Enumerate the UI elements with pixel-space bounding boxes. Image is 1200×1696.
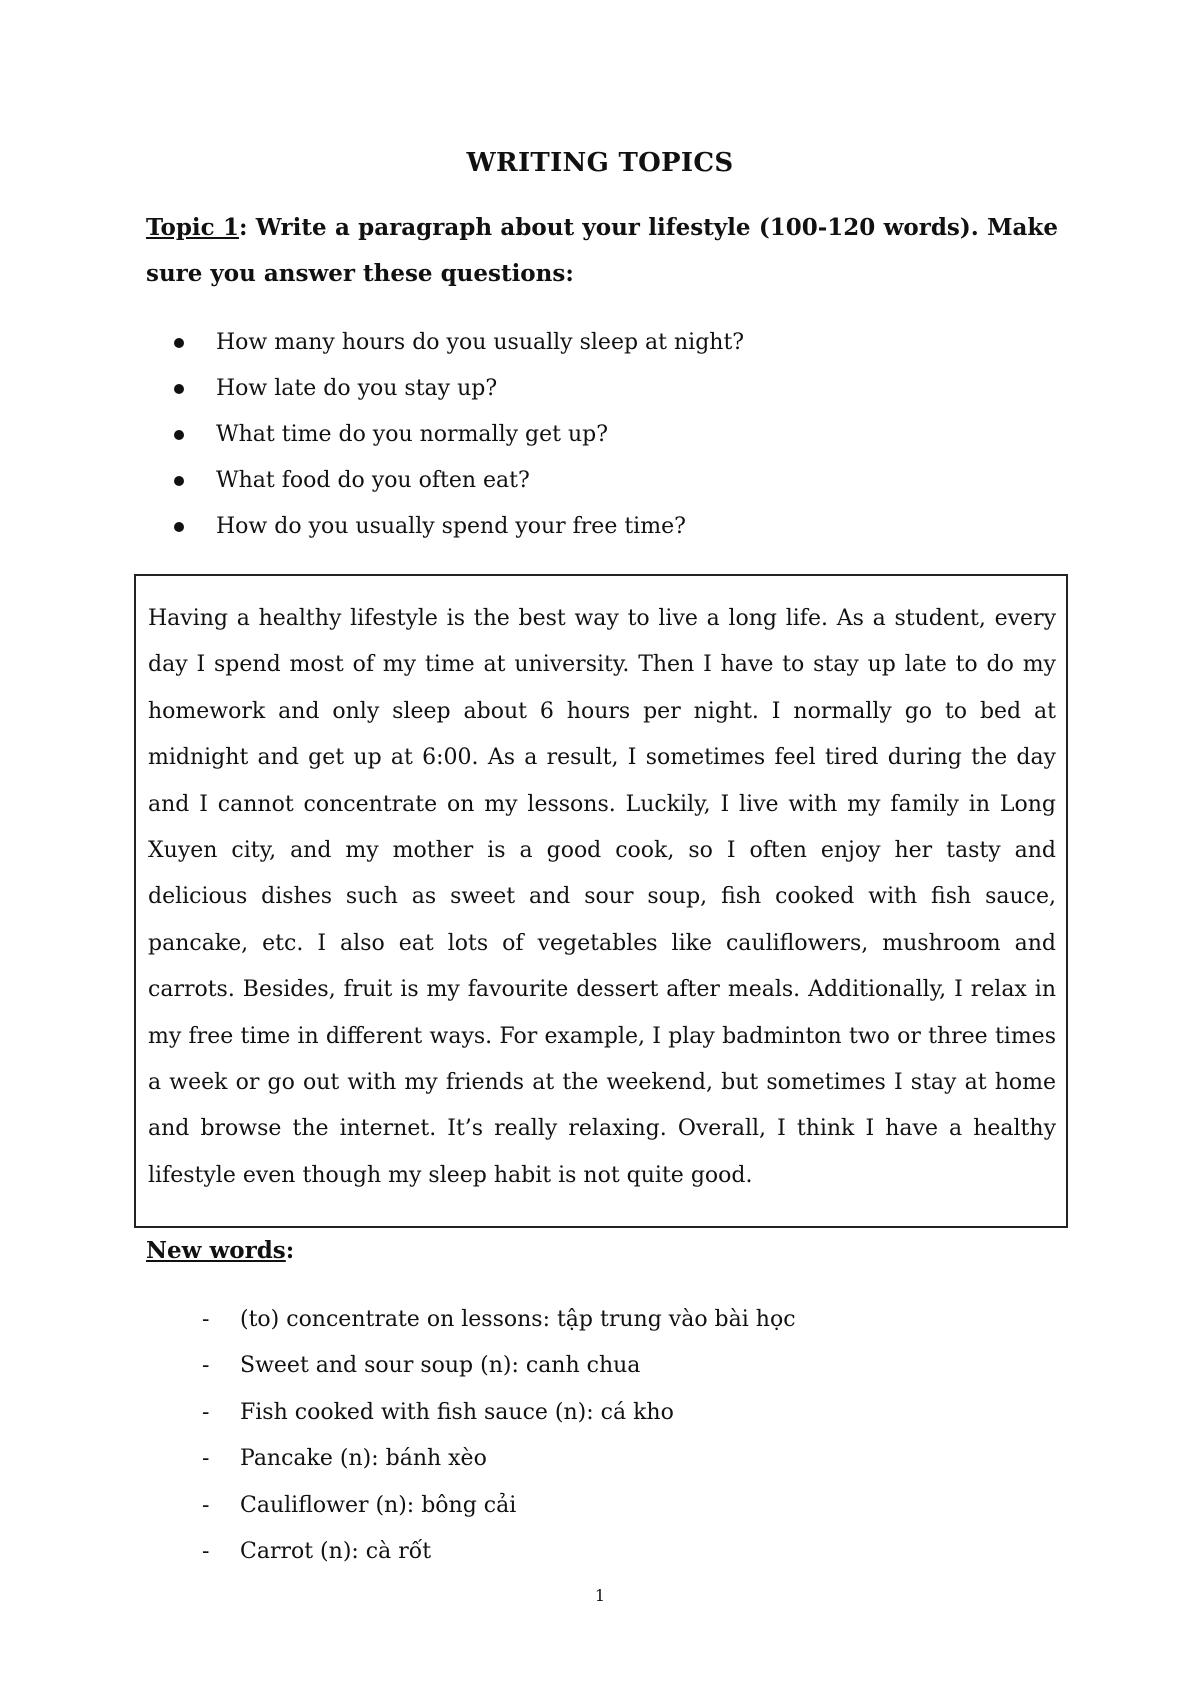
vocabulary-text: (to) concentrate on lessons: tập trung vào bài học <box>240 1307 796 1332</box>
vocabulary-text: Pancake (n): bánh xèo <box>240 1446 487 1472</box>
vocabulary-text: Sweet and sour soup (n): canh chua <box>240 1353 641 1379</box>
essay-box <box>134 574 1068 1228</box>
dash-marker: - <box>202 1307 210 1332</box>
dash-marker: - <box>202 1538 210 1564</box>
topic-heading <box>146 205 1058 297</box>
vocabulary-text: Fish cooked with fish sauce (n): cá kho <box>240 1399 674 1425</box>
dash-marker: - <box>202 1353 210 1379</box>
question-text: What time do you normally get up? <box>216 422 609 447</box>
dash-marker: - <box>202 1492 210 1518</box>
bullet-icon <box>174 430 184 440</box>
bullet-icon <box>174 338 184 348</box>
question-item <box>174 412 744 458</box>
page-title: WRITING TOPICS <box>466 148 734 178</box>
vocabulary-item <box>202 1297 796 1343</box>
dash-marker: - <box>202 1446 210 1472</box>
topic-prompt: Write a paragraph about your lifestyle (100-120 words). Make sure you answer these questions: <box>146 214 1058 287</box>
new-words-label: New words <box>146 1237 286 1264</box>
question-item <box>174 366 744 412</box>
question-text: How many hours do you usually sleep at night? <box>216 330 745 355</box>
vocabulary-text: Carrot (n): cà rốt <box>240 1538 432 1564</box>
question-item <box>174 320 744 366</box>
vocabulary-item <box>202 1529 796 1575</box>
vocabulary-item <box>202 1436 796 1482</box>
question-list <box>174 320 744 550</box>
new-words-heading <box>146 1234 294 1268</box>
vocabulary-text: Cauliflower (n): bông cải <box>240 1492 517 1518</box>
bullet-icon <box>174 384 184 394</box>
bullet-icon <box>174 476 184 486</box>
question-item <box>174 504 744 550</box>
question-text: How late do you stay up? <box>216 376 498 401</box>
topic-separator: : <box>238 214 248 241</box>
topic-label: Topic 1 <box>146 214 239 241</box>
question-item <box>174 458 744 504</box>
new-words-colon: : <box>285 1237 295 1264</box>
vocabulary-item <box>202 1390 796 1436</box>
vocabulary-item <box>202 1483 796 1529</box>
essay-paragraph: Having a healthy lifestyle is the best way to live a long life. As a student, every day I spend most of my time at university. Then I have to stay up late to do my homework and only sleep about 6 hours per night. I normally go to bed at midnight and get up at 6:00. As a result, I sometimes feel tired during the day and I cannot concentrate on my lessons. Luckily, I live with my family in Long Xuyen city, and my mother is a good cook, so I often enjoy her tasty and delicious dishes such as sweet and sour soup, fish cooked with fish sauce, pancake, etc. I also eat lots of vegetables like cauliflowers, mushroom and carrots. Besides, fruit is my favourite dessert after meals. Additionally, I relax in my free time in different ways. For example, I play badminton two or three times a week or go out with my friends at the weekend, but sometimes I stay at home and browse the internet. It’s really relaxing. Overall, I think I have a healthy lifestyle even though my sleep habit is not quite good. <box>148 606 1056 1188</box>
dash-marker: - <box>202 1399 210 1425</box>
question-text: What food do you often eat? <box>216 468 530 493</box>
page-number: 1 <box>594 1586 606 1605</box>
vocabulary-item <box>202 1343 796 1389</box>
bullet-icon <box>174 522 184 532</box>
vocabulary-list <box>202 1297 796 1575</box>
question-text: How do you usually spend your free time? <box>216 514 686 539</box>
